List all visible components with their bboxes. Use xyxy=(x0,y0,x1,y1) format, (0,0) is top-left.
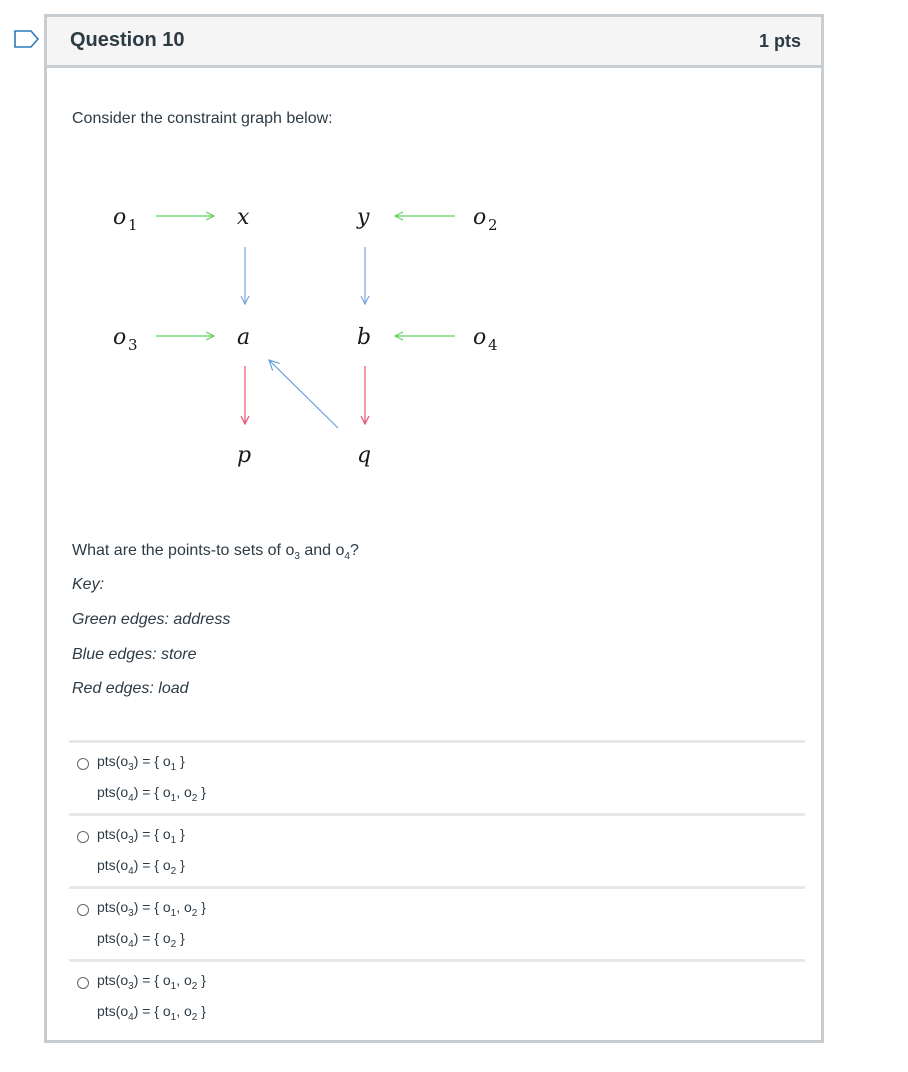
answer-line-1: $pts(o_3)$ = { $o_1$, $o_2$ } xyxy=(97,972,206,992)
key-blue: Blue edges: store xyxy=(72,646,197,663)
radio-button[interactable] xyxy=(77,758,89,770)
svg-text:q: q xyxy=(357,443,372,468)
svg-text:o: o xyxy=(473,325,487,350)
svg-text:4: 4 xyxy=(488,336,498,354)
answer-line-1: $pts(o_3)$ = { $o_1$ } xyxy=(97,826,185,846)
edge-q-a xyxy=(269,360,338,428)
svg-text:a: a xyxy=(237,325,251,350)
node-o1 xyxy=(113,205,138,234)
svg-text:o: o xyxy=(473,205,487,230)
node-b xyxy=(357,325,371,350)
svg-text:2: 2 xyxy=(488,216,498,234)
answer-line-2: $pts(o_4)$ = { $o_1$, $o_2$ } xyxy=(97,1003,206,1023)
answer-line-1: $pts(o_3)$ = { $o_1$ } xyxy=(97,753,185,773)
answer-option-2[interactable] xyxy=(69,813,805,886)
node-a xyxy=(237,325,250,350)
node-o3 xyxy=(113,325,138,354)
bookmark-flag-icon[interactable] xyxy=(14,30,40,48)
svg-text:o: o xyxy=(113,205,127,230)
key-red: Red edges: load xyxy=(72,680,189,697)
question-prompt: Consider the constraint graph below: xyxy=(72,110,333,127)
radio-button[interactable] xyxy=(77,904,89,916)
svg-text:y: y xyxy=(357,205,370,230)
answer-line-2: $pts(o_4)$ = { $o_2$ } xyxy=(97,857,185,877)
key-green: Green edges: address xyxy=(72,611,231,628)
node-o4 xyxy=(473,325,498,354)
node-o2 xyxy=(473,205,498,234)
answer-line-2: $pts(o_4)$ = { $o_1$, $o_2$ } xyxy=(97,784,206,804)
answer-line-1: $pts(o_3)$ = { $o_1$, $o_2$ } xyxy=(97,899,206,919)
answer-line-2: $pts(o_4)$ = { $o_2$ } xyxy=(97,930,185,950)
radio-button[interactable] xyxy=(77,977,89,989)
key-heading: Key: xyxy=(72,576,105,593)
node-x xyxy=(237,205,250,230)
answer-option-4[interactable] xyxy=(69,959,805,1032)
svg-text:x: x xyxy=(237,205,250,230)
svg-text:3: 3 xyxy=(128,336,138,354)
question-ask: What are the points-to sets of $o_3$ and $o_4$? xyxy=(72,542,359,563)
svg-text:b: b xyxy=(357,325,372,350)
radio-button[interactable] xyxy=(77,831,89,843)
answer-list xyxy=(69,740,805,1032)
question-points: 1 pts xyxy=(758,31,801,51)
node-y xyxy=(356,205,370,230)
question-title: Question 10 xyxy=(70,29,185,51)
question-card xyxy=(44,14,824,1043)
answer-option-1[interactable] xyxy=(69,740,805,813)
svg-text:p: p xyxy=(237,443,252,468)
constraint-graph xyxy=(97,172,517,482)
node-p xyxy=(237,443,251,468)
node-q xyxy=(357,443,371,468)
question-header xyxy=(47,17,821,68)
svg-text:1: 1 xyxy=(128,216,138,234)
answer-option-3[interactable] xyxy=(69,886,805,959)
svg-text:o: o xyxy=(113,325,127,350)
